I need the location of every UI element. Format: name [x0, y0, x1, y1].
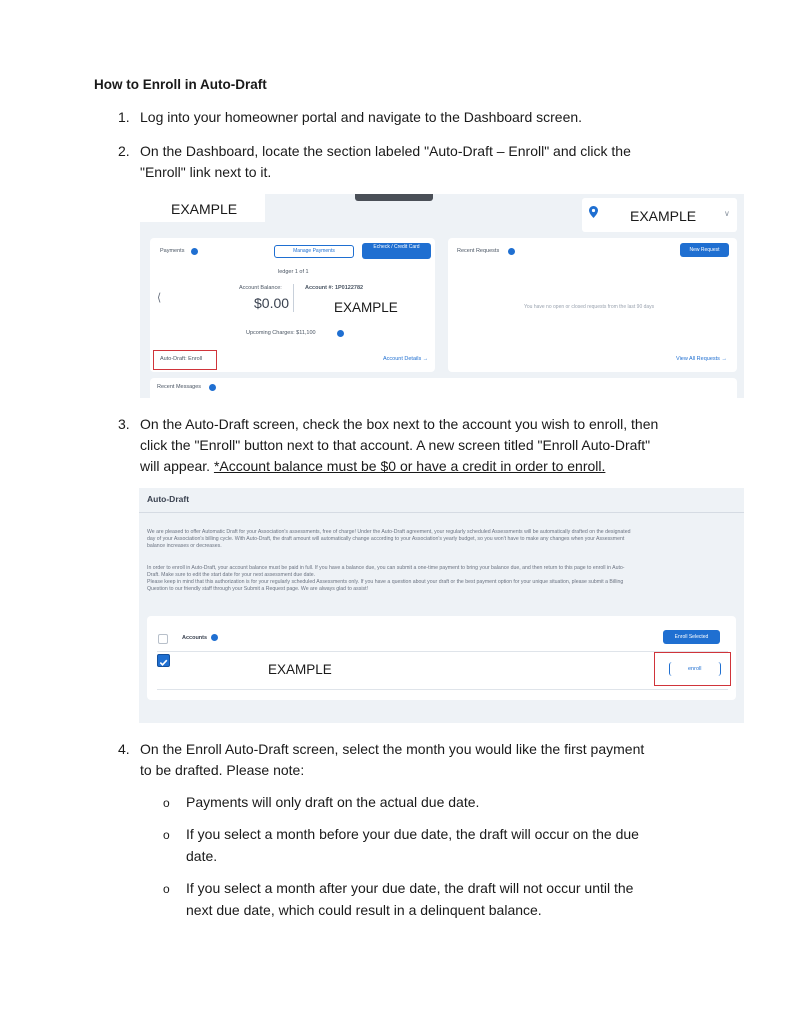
no-requests-text: You have no open or closed requests from the last 90 days	[524, 304, 655, 310]
recent-messages-card	[150, 378, 737, 398]
checkmark-icon	[158, 657, 169, 668]
step-4-number: 4.	[118, 741, 130, 757]
note-1-text: Payments will only draft on the actual due date.	[186, 794, 480, 810]
divider	[293, 284, 294, 312]
dashboard-screenshot	[140, 194, 744, 398]
balance-requirement-note: *Account balance must be $0 or have a credit in order to enroll.	[213, 458, 606, 474]
recent-messages-title: Recent Messages	[157, 384, 202, 390]
select-all-checkbox[interactable]	[158, 634, 168, 644]
requirements-paragraph-line-2: Draft. Make sure to edit the start date for your next assessment due date.	[147, 572, 316, 578]
step-2-number: 2.	[118, 143, 130, 159]
echeck-button[interactable]: Echeck / Credit Card	[362, 243, 431, 259]
account-number: Account #: 1P0122782	[305, 285, 364, 291]
step-3-line-3-text: will appear.	[140, 458, 214, 474]
divider	[139, 512, 744, 513]
manage-payments-button[interactable]: Manage Payments	[274, 245, 354, 258]
new-request-button[interactable]: New Request	[680, 243, 729, 257]
step-1-number: 1.	[118, 109, 130, 125]
example-label-center: EXAMPLE	[334, 300, 398, 315]
account-checkbox-checked[interactable]	[157, 654, 170, 667]
requirements-paragraph-line-3: Please keep in mind that this authorization is for your regularly scheduled Assessments only. If you have a question about your draft or the best payment option for your unique situation, please submit a Billing	[147, 579, 624, 585]
top-toolbar-button	[355, 194, 433, 201]
example-label: EXAMPLE	[268, 662, 332, 677]
example-label-left: EXAMPLE	[140, 194, 265, 222]
requirements-paragraph-line-1: In order to enroll in Auto-Draft, your account balance must be paid in full. If you have a balance due, you can submit a one-time payment to bring your balance due, and then return to this page to enroll in Auto-	[147, 565, 625, 571]
note-2-line-2: date.	[186, 848, 218, 864]
divider	[157, 651, 728, 652]
upcoming-charges: Upcoming Charges: $11,100	[246, 330, 316, 336]
chevron-down-icon: ∨	[724, 209, 730, 218]
note-2-line-1: If you select a month before your due date, the draft will occur on the due	[186, 826, 639, 842]
location-pin-icon	[589, 206, 598, 218]
note-3-line-2: next due date, which could result in a delinquent balance.	[186, 902, 542, 918]
account-balance-value: $0.00	[254, 295, 290, 311]
account-balance-label: Account Balance:	[239, 285, 282, 291]
note-3-line-1: If you select a month after your due date, the draft will not occur until the	[186, 880, 634, 896]
step-4-line-2: to be drafted. Please note:	[140, 762, 305, 778]
payments-title: Payments	[160, 248, 185, 254]
intro-paragraph-line-1: We are pleased to offer Automatic Draft for your Association's assessments, free of charge! Under the Auto-Draft agreement, your regularly scheduled Assessments will be automatically drafted on the designated	[147, 529, 631, 535]
step-3-line-2: click the "Enroll" button next to that account. A new screen titled "Enroll Auto-Draft"	[140, 437, 651, 453]
note-1-bullet: o	[163, 796, 170, 810]
auto-draft-screenshot	[139, 488, 744, 723]
requirements-paragraph-line-4: Question to our friendly staff through your Submit a Request page. We are always glad to assist!	[147, 586, 368, 592]
info-icon	[337, 330, 344, 337]
note-3-bullet: o	[163, 882, 170, 896]
ledger-text: ledger 1 of 1	[278, 269, 309, 275]
step-3-line-3	[140, 455, 605, 478]
info-icon	[209, 384, 216, 391]
enroll-selected-button[interactable]: Enroll Selected	[663, 630, 720, 644]
step-2-line-1: On the Dashboard, locate the section labeled "Auto-Draft – Enroll" and click the	[140, 143, 631, 159]
recent-requests-card	[448, 238, 737, 372]
step-1-text: Log into your homeowner portal and navigate to the Dashboard screen.	[140, 109, 583, 125]
info-icon	[508, 248, 515, 255]
document-heading: How to Enroll in Auto-Draft	[94, 77, 267, 92]
view-all-requests-link[interactable]: View All Requests →	[676, 356, 727, 362]
step-4-line-1: On the Enroll Auto-Draft screen, select the month you would like the first payment	[140, 741, 645, 757]
accounts-label: Accounts	[182, 635, 208, 641]
auto-draft-title: Auto-Draft	[147, 494, 190, 504]
note-2-bullet: o	[163, 828, 170, 842]
payments-card	[150, 238, 435, 372]
step-3-number: 3.	[118, 416, 130, 432]
recent-requests-title: Recent Requests	[457, 248, 500, 254]
intro-paragraph-line-2: day of your Association's billing cycle. With Auto-Draft, the draft amount will automatically change according to your Association's yearly budget, so you won't have to make any changes when your Assessment	[147, 536, 625, 542]
example-label-right: EXAMPLE	[630, 208, 697, 224]
step-2-line-2: "Enroll" link next to it.	[140, 164, 272, 180]
info-icon	[211, 634, 218, 641]
divider	[157, 689, 728, 690]
auto-draft-enroll-link[interactable]: Auto-Draft: Enroll	[160, 356, 203, 362]
account-details-link[interactable]: Account Details →	[383, 356, 429, 362]
step-3-line-1: On the Auto-Draft screen, check the box next to the account you wish to enroll, then	[140, 416, 659, 432]
accounts-card	[147, 616, 736, 700]
enroll-button-label: enroll	[688, 666, 702, 672]
intro-paragraph-line-3: balance increases or decreases.	[147, 543, 222, 549]
info-icon	[191, 248, 198, 255]
chevron-left-icon[interactable]: ⟨	[157, 292, 162, 304]
